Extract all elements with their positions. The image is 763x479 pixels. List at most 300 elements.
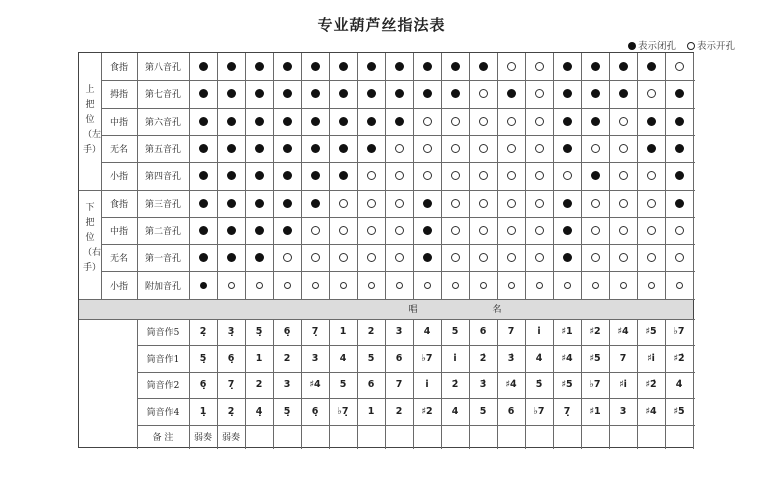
open-hole-icon [311,253,320,262]
note-cell: ♭7 [421,352,433,364]
open-hole-icon [535,226,544,235]
closed-hole-icon [451,89,460,98]
open-hole-icon [395,199,404,208]
column-divider [217,53,218,299]
row-divider [101,135,695,136]
open-hole-icon [339,253,348,262]
note-cell: 1̣ [199,405,207,417]
finger-label: 小指 [109,172,128,183]
key-label: 筒音作4 [146,407,180,418]
closed-hole-icon [367,89,376,98]
chart-title: 专业葫芦丝指法表 [317,16,446,34]
open-hole-icon [675,62,684,71]
open-hole-icon [479,117,488,126]
note-cell: ♯4 [645,405,657,417]
closed-hole-icon [255,89,264,98]
column-divider [301,53,302,299]
column-divider [637,53,638,299]
open-hole-icon [283,253,292,262]
open-hole-icon [367,171,376,180]
note-cell: 2 [283,352,291,364]
note-cell: i̇ [453,352,457,364]
closed-hole-icon [423,199,432,208]
open-hole-icon [451,171,460,180]
open-hole-icon [535,117,544,126]
closed-hole-icon [227,226,236,235]
open-hole-icon [339,226,348,235]
group-label-char: 手） [83,145,102,155]
open-hole-icon [451,144,460,153]
open-hole-icon [591,226,600,235]
hole-label: 第三音孔 [144,199,181,210]
column-divider [273,53,274,299]
note-cell: 4 [423,326,431,338]
open-hole-icon [564,282,571,289]
note-cell: ♯5 [589,352,601,364]
closed-hole-icon [563,89,572,98]
note-cell: ♯1 [561,326,573,338]
open-hole-icon [479,171,488,180]
note-cell: 6̣ [311,405,319,417]
open-hole-icon [479,199,488,208]
note-cell: 3 [311,352,319,364]
closed-hole-icon [563,199,572,208]
closed-hole-icon [255,226,264,235]
hole-label: 第一音孔 [144,254,181,265]
open-hole-icon [535,253,544,262]
hole-label: 第五音孔 [144,145,181,156]
open-hole-icon [423,144,432,153]
note-cell: 5 [367,352,375,364]
column-divider [665,53,666,299]
column-divider [413,53,414,299]
note-cell: 4̇ [675,379,683,391]
closed-hole-icon [423,253,432,262]
closed-hole-icon [199,89,208,98]
closed-hole-icon [628,42,636,50]
note-cell: ♯1 [589,405,601,417]
open-hole-icon [619,117,628,126]
closed-hole-icon [227,89,236,98]
note-cell: 5̣ [283,405,291,417]
fingering-table [78,52,694,448]
open-hole-icon [619,171,628,180]
group-label-char: 把 [85,218,95,228]
remark-cell: 弱奏 [221,433,240,444]
note-cell: 6̣ [199,379,207,391]
open-hole-icon [311,226,320,235]
note-cell: 4 [339,352,347,364]
closed-hole-icon [311,89,320,98]
note-cell: i̇ [537,326,541,338]
closed-hole-icon [311,171,320,180]
row-divider [101,244,695,245]
open-hole-icon [535,171,544,180]
closed-hole-icon [255,144,264,153]
closed-hole-icon [451,62,460,71]
note-cell: ♯2̇ [673,352,685,364]
closed-hole-icon [199,253,208,262]
closed-hole-icon [395,62,404,71]
open-hole-icon [367,199,376,208]
sing-name-header-left: 唱 [408,305,418,316]
group-label-char: 手） [83,263,102,273]
closed-hole-icon [591,117,600,126]
open-hole-icon [451,226,460,235]
hole-label: 第二音孔 [144,226,181,237]
closed-hole-icon [283,199,292,208]
closed-hole-icon [199,199,208,208]
column-divider [245,53,246,299]
open-hole-icon [284,282,291,289]
note-cell: 7̣ [563,405,571,417]
open-hole-icon [395,253,404,262]
closed-hole-icon [283,62,292,71]
open-hole-icon [479,89,488,98]
open-hole-icon [507,253,516,262]
finger-label: 食指 [109,199,128,210]
closed-hole-icon [255,253,264,262]
column-divider [581,53,582,299]
closed-hole-icon [199,62,208,71]
note-cell: 1 [367,405,375,417]
closed-hole-icon [227,62,236,71]
open-hole-icon [620,282,627,289]
note-cell: 2 [395,405,403,417]
closed-hole-icon [367,62,376,71]
note-cell: ♯5 [561,379,573,391]
note-cell: 7 [507,326,515,338]
open-hole-icon [676,282,683,289]
open-hole-icon [423,171,432,180]
closed-hole-icon [227,253,236,262]
open-hole-icon [536,282,543,289]
note-cell: 7̣ [311,326,319,338]
group-label-char: （右 [83,248,102,258]
note-cell: 2 [255,379,263,391]
open-hole-icon [535,144,544,153]
column-divider [189,53,190,299]
hole-label: 附加音孔 [144,281,181,292]
note-cell: 7 [619,352,627,364]
closed-hole-icon [339,62,348,71]
column-divider [497,53,498,299]
note-cell: ♯2 [421,405,433,417]
closed-hole-icon [311,199,320,208]
closed-hole-icon [283,117,292,126]
open-hole-icon [423,117,432,126]
finger-label: 无名 [109,145,128,156]
hole-label: 第七音孔 [144,90,181,101]
open-hole-icon [619,253,628,262]
closed-hole-icon [591,171,600,180]
closed-hole-icon [255,117,264,126]
note-cell: 5̣ [255,326,263,338]
note-cell: 7̣ [227,379,235,391]
closed-hole-icon [563,144,572,153]
closed-hole-icon [339,117,348,126]
closed-hole-icon [255,199,264,208]
open-hole-icon [647,89,656,98]
open-hole-icon [367,253,376,262]
open-hole-icon [367,226,376,235]
open-hole-icon [507,199,516,208]
key-label: 筒音作2 [146,381,180,392]
open-hole-icon [339,199,348,208]
open-hole-icon [507,171,516,180]
open-hole-icon [396,282,403,289]
finger-label: 小指 [109,281,128,292]
open-hole-icon [675,253,684,262]
closed-hole-icon [675,89,684,98]
hole-label: 第六音孔 [144,117,181,128]
note-cell: 2 [367,326,375,338]
closed-hole-icon [255,62,264,71]
note-cell: ♯i̇ [647,352,655,364]
open-hole-icon [479,226,488,235]
note-cell: 2̇ [451,379,459,391]
note-cell: 3 [283,379,291,391]
column-divider [329,53,330,299]
finger-label: 无名 [109,254,128,265]
closed-hole-icon [563,117,572,126]
note-cell: ♯4 [309,379,321,391]
note-cell: ♯2̇ [645,379,657,391]
closed-hole-icon [395,117,404,126]
open-hole-icon [507,144,516,153]
note-cell: 6 [367,379,375,391]
note-cell: ♯i̇ [619,379,627,391]
open-hole-icon [535,89,544,98]
open-hole-icon [508,282,515,289]
note-cell: i̇ [425,379,429,391]
finger-label: 食指 [109,63,128,74]
closed-hole-icon [675,199,684,208]
closed-hole-icon [563,253,572,262]
open-hole-icon [424,282,431,289]
closed-hole-icon [479,62,488,71]
closed-hole-icon [619,62,628,71]
note-cell: 6 [507,405,515,417]
closed-hole-icon [591,62,600,71]
note-cell: 1 [339,326,347,338]
note-cell: ♭7 [533,405,545,417]
open-hole-icon [647,171,656,180]
note-cell: 3̣ [227,326,235,338]
open-hole-icon [256,282,263,289]
upper-group-label [83,83,102,158]
open-hole-icon [480,282,487,289]
column-divider [693,319,694,449]
finger-label: 拇指 [109,90,128,101]
open-hole-icon [451,117,460,126]
closed-hole-icon [675,171,684,180]
open-hole-icon [395,171,404,180]
closed-hole-icon [423,62,432,71]
legend-open-label: 表示开孔 [696,41,735,52]
open-hole-icon [451,199,460,208]
open-hole-icon [395,144,404,153]
open-hole-icon [312,282,319,289]
legend-closed-label: 表示闭孔 [637,41,676,52]
note-cell: ♯5 [673,405,685,417]
key-label: 筒音作1 [146,354,180,365]
note-cell: 5̣ [199,352,207,364]
open-hole-icon [340,282,347,289]
hole-label: 第四音孔 [144,172,181,183]
group-label-char: 位 [85,233,95,243]
open-hole-icon [535,199,544,208]
closed-hole-icon [423,89,432,98]
open-hole-icon [535,62,544,71]
note-cell: ♯2 [589,326,601,338]
group-label-char: 位 [85,115,95,125]
closed-hole-icon [199,144,208,153]
open-hole-icon [647,253,656,262]
note-cell: ♭7̣ [337,405,349,417]
open-hole-icon [507,117,516,126]
closed-hole-icon [395,89,404,98]
hole-label: 第八音孔 [144,63,181,74]
row-divider [101,108,695,109]
closed-hole-icon [283,89,292,98]
closed-hole-icon [563,226,572,235]
open-hole-icon [563,171,572,180]
open-hole-icon [591,144,600,153]
closed-hole-icon [507,89,516,98]
closed-hole-icon [339,89,348,98]
note-cell: 3 [619,405,627,417]
open-hole-icon [507,226,516,235]
note-cell: 5 [451,326,459,338]
open-hole-icon [619,199,628,208]
remarks-label: 备 注 [152,433,174,444]
note-cell: 6̣ [227,352,235,364]
column-divider [385,53,386,299]
note-cell: 4̇ [535,352,543,364]
row-divider [101,162,695,163]
note-cell: 5̇ [535,379,543,391]
open-hole-icon [507,62,516,71]
group-label-char: （左 [83,130,102,140]
row-divider [101,217,695,218]
closed-hole-icon [199,171,208,180]
closed-hole-icon [367,117,376,126]
remark-cell: 弱奏 [193,433,212,444]
group-label-char: 下 [85,203,95,213]
closed-hole-icon [227,171,236,180]
open-hole-icon [479,253,488,262]
column-divider [525,53,526,299]
lower-group-label [83,201,102,276]
note-cell: 3 [395,326,403,338]
closed-hole-icon [200,282,207,289]
note-cell: ♭7 [589,379,601,391]
note-cell: ♯4 [617,326,629,338]
closed-hole-icon [311,62,320,71]
open-hole-icon [452,282,459,289]
finger-label: 中指 [109,117,128,128]
open-hole-icon [591,253,600,262]
row-divider [101,271,695,272]
note-cell: 3̇ [507,352,515,364]
group-label-char: 上 [85,85,95,95]
open-hole-icon [368,282,375,289]
row-divider [101,80,695,81]
note-cell: 2̣ [227,405,235,417]
note-cell: 2̇ [479,352,487,364]
group-label-char: 把 [85,100,95,110]
note-cell: 5 [479,405,487,417]
closed-hole-icon [311,117,320,126]
closed-hole-icon [199,226,208,235]
closed-hole-icon [283,226,292,235]
open-hole-icon [647,226,656,235]
closed-hole-icon [283,171,292,180]
closed-hole-icon [199,117,208,126]
column-divider [609,53,610,299]
column-divider [357,53,358,299]
open-hole-icon [675,226,684,235]
note-cell: 7 [395,379,403,391]
finger-label: 中指 [109,226,128,237]
open-hole-icon [451,253,460,262]
column-divider [553,53,554,299]
open-hole-icon [687,42,695,50]
closed-hole-icon [675,117,684,126]
closed-hole-icon [227,144,236,153]
closed-hole-icon [227,199,236,208]
open-hole-icon [228,282,235,289]
note-cell: 2̣ [199,326,207,338]
closed-hole-icon [283,144,292,153]
column-divider [441,53,442,299]
column-divider [693,53,694,299]
closed-hole-icon [591,89,600,98]
closed-hole-icon [255,171,264,180]
closed-hole-icon [675,144,684,153]
key-label: 筒音作5 [146,328,180,339]
note-cell: 6 [395,352,403,364]
closed-hole-icon [339,171,348,180]
note-cell: 4 [451,405,459,417]
closed-hole-icon [647,62,656,71]
closed-hole-icon [311,144,320,153]
closed-hole-icon [423,226,432,235]
open-hole-icon [648,282,655,289]
note-cell: 4̣ [255,405,263,417]
open-hole-icon [647,199,656,208]
note-cell: 5 [339,379,347,391]
open-hole-icon [619,226,628,235]
closed-hole-icon [367,144,376,153]
open-hole-icon [619,144,628,153]
note-cell: ♭7 [673,326,685,338]
note-cell: ♯5 [645,326,657,338]
legend [628,38,735,52]
closed-hole-icon [647,144,656,153]
open-hole-icon [591,199,600,208]
closed-hole-icon [339,144,348,153]
open-hole-icon [479,144,488,153]
open-hole-icon [395,226,404,235]
note-cell: 6 [479,326,487,338]
note-cell: 6̣ [283,326,291,338]
closed-hole-icon [647,117,656,126]
note-cell: 1 [255,352,263,364]
column-divider [469,53,470,299]
note-cell: ♯4 [561,352,573,364]
